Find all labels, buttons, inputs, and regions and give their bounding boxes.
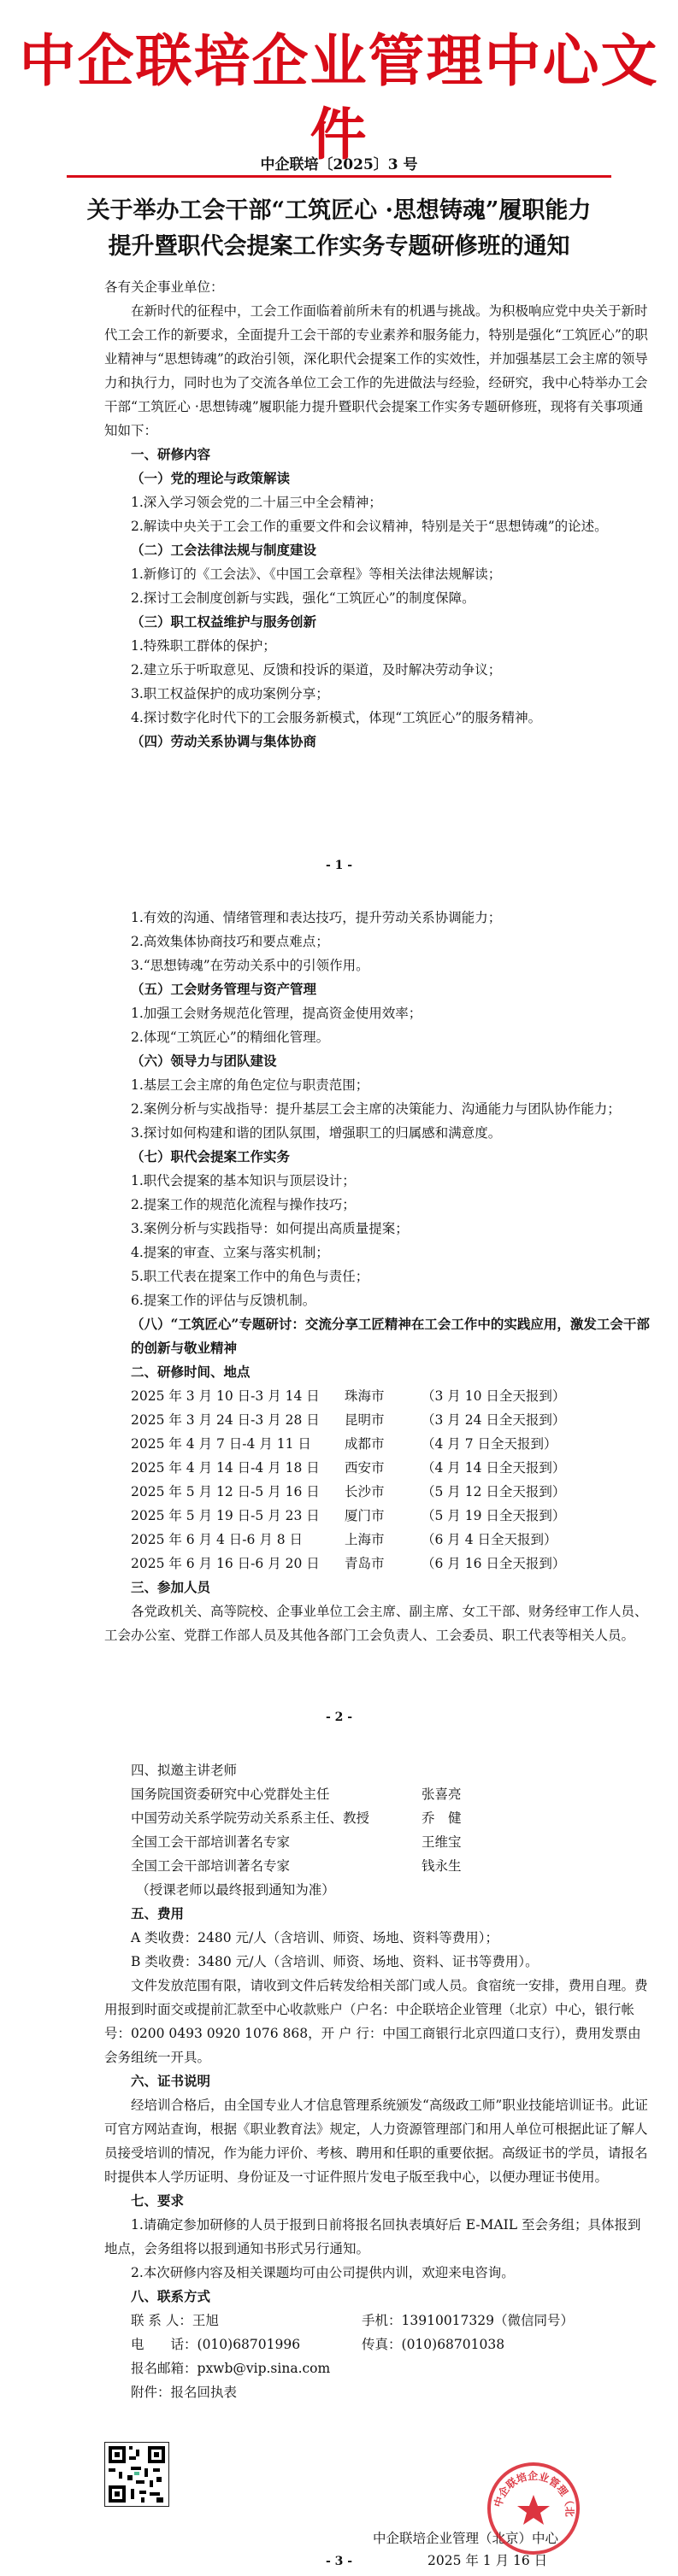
list-item: 1.深入学习领会党的二十届三中全会精神； (131, 495, 382, 510)
list-item: 1.职代会提案的基本知识与顶层设计； (131, 1173, 356, 1188)
qr-code-icon (104, 2442, 169, 2507)
attachment-link[interactable]: 报名回执表 (170, 2385, 238, 2400)
schedule-dates: 2025 年 5 月 12 日-5 月 16 日 (131, 1484, 320, 1499)
section1-sub7: （七）职代会提案工作实务 (131, 1148, 291, 1165)
tel-label: 电 话： (131, 2337, 198, 2352)
list-item: 2.探讨工会制度创新与实践，强化“工筑匠心”的制度保障。 (131, 590, 475, 606)
page-1-body (104, 275, 651, 754)
schedule-city: 长沙市 (345, 1484, 385, 1499)
lecturer-name: 王维宝 (422, 1834, 462, 1850)
contact-row (104, 2332, 651, 2356)
lecturer-name: 张喜亮 (422, 1787, 462, 1802)
lecturer-org: 中国劳动关系学院劳动关系系主任、教授 (131, 1810, 370, 1826)
schedule-city: 青岛市 (345, 1556, 385, 1571)
lecturer-name: 钱永生 (422, 1858, 462, 1874)
section1-heading: 一、研修内容 (131, 446, 211, 462)
table-row (131, 1504, 565, 1528)
section5-heading: 五、费用 (131, 1905, 185, 1922)
schedule-check-in: （4 月 7 日全天报到） (422, 1436, 557, 1452)
contact-tel (131, 2332, 362, 2356)
list-item: 2.案例分析与实战指导：提升基层工会主席的决策能力、沟通能力与团队协作能力； (131, 1101, 621, 1117)
list-item: 3.探讨如何构建和谐的团队氛围，增强职工的归属感和满意度。 (131, 1125, 502, 1141)
intro-paragraph: 在新时代的征程中，工会工作面临着前所未有的机遇与挑战。为积极响应党中央关于新时代工会工作的新要求，全面提升工会干部的专业素养和服务能力，特别是强化“工筑匠心”的职业精神与“思想铸魂”的政治引领，深化职代会提案工作的实效性，并加强基层工会主席的领导力和执行力，同时也为了交流各单位工会工作的先进做法与经验，经研究，我中心特举办工会干部“工筑匠心 ·思想铸魂”履职能力提升暨职代会提案工作实务专题研修班，现将有关事项通知如下： (104, 303, 648, 438)
list-item: 3.职工权益保护的成功案例分享； (131, 686, 329, 701)
signature-org: 中企联培企业管理（北京）中心 (373, 2531, 559, 2546)
page-number: - 3 - (325, 2555, 353, 2568)
table-row (131, 1384, 565, 1408)
list-item: 1.有效的沟通、情绪管理和表达技巧，提升劳动关系协调能力； (131, 910, 502, 925)
lecturer-row (104, 1782, 651, 1806)
section1-sub6: （六）领导力与团队建设 (131, 1053, 277, 1069)
list-item: 1.新修订的《工会法》、《中国工会章程》等相关法律法规解读； (131, 566, 502, 582)
phone-label: 手机： (362, 2313, 402, 2328)
schedule-dates: 2025 年 6 月 4 日-6 月 8 日 (131, 1532, 304, 1547)
section2-heading: 二、研修时间、地点 (131, 1364, 251, 1380)
page-2-body (104, 906, 651, 1647)
notice-title-line2: 提升暨职代会提案工作实务专题研修班的通知 (108, 233, 570, 260)
schedule-city: 西安市 (345, 1460, 385, 1476)
schedule-table (131, 1384, 565, 1576)
contact-mobile (362, 2309, 574, 2332)
section4-heading: 四、拟邀主讲老师 (131, 1763, 238, 1778)
official-seal-graphic (486, 2461, 581, 2556)
schedule-dates: 2025 年 6 月 16 日-6 月 20 日 (131, 1556, 320, 1571)
list-item: 4.探讨数字化时代下的工会服务新模式，体现“工筑匠心”的服务精神。 (131, 710, 542, 725)
lecturer-org: 全国工会干部培训著名专家 (131, 1858, 291, 1874)
svg-text:中企联培企业管理（北京）中心: 中企联培企业管理（北 (492, 2469, 576, 2517)
section1-sub8: （八）“工筑匠心”专题研讨：交流分享工匠精神在工会工作中的实践应用，激发工会干部的创新与敬业精神 (131, 1316, 650, 1356)
section6-heading: 六、证书说明 (131, 2073, 211, 2089)
section3-text: 各党政机关、高等院校、企事业单位工会主席、副主席、女工干部、财务经审工作人员、工会办公室、党群工作部人员及其他各部门工会负责人、工会委员、职工代表等相关人员。 (104, 1604, 648, 1643)
phone-value: 13910017329（微信同号） (401, 2313, 574, 2328)
schedule-dates: 2025 年 4 月 7 日-4 月 11 日 (131, 1436, 311, 1452)
table-row (131, 1528, 565, 1552)
page-3-body (104, 1758, 651, 2404)
schedule-city: 昆明市 (345, 1412, 385, 1428)
schedule-check-in: （6 月 4 日全天报到） (422, 1532, 557, 1547)
contact-row (104, 2309, 651, 2332)
page-number: - 1 - (325, 859, 353, 872)
notice-title-line1: 关于举办工会干部“工筑匠心 ·思想铸魂”履职能力 (86, 197, 592, 224)
requirement-item: 2.本次研修内容及相关课题均可由公司提供内训，欢迎来电咨询。 (131, 2265, 515, 2280)
schedule-dates: 2025 年 3 月 10 日-3 月 14 日 (131, 1388, 320, 1404)
list-item: 4.提案的审查、立案与落实机制； (131, 1245, 329, 1260)
list-item: 2.体现“工筑匠心”的精细化管理。 (131, 1030, 330, 1045)
section1-sub2: （二）工会法律法规与制度建设 (131, 542, 317, 558)
schedule-dates: 2025 年 4 月 14 日-4 月 18 日 (131, 1460, 320, 1476)
schedule-check-in: （4 月 14 日全天报到） (422, 1460, 566, 1476)
signature-date: 2025 年 1 月 16 日 (427, 2553, 548, 2568)
lecturer-org: 全国工会干部培训著名专家 (131, 1834, 291, 1850)
official-seal-icon (486, 2461, 581, 2556)
lecturer-row (104, 1854, 651, 1878)
list-item: 1.基层工会主席的角色定位与职责范围； (131, 1077, 369, 1093)
lecturer-org: 国务院国资委研究中心党群处主任 (131, 1787, 330, 1802)
list-item: 2.解读中央关于工会工作的重要文件和会议精神，特别是关于“思想铸魂”的论述。 (131, 519, 608, 534)
contact-name: 王旭 (192, 2313, 219, 2328)
email-link[interactable]: pxwb@vip.sina.com (197, 2361, 331, 2376)
fee-b: B 类收费：3480 元/人（含培训、师资、场地、资料、证书等费用）。 (131, 1954, 539, 1969)
contact-person (131, 2309, 362, 2332)
fee-a: A 类收费：2480 元/人（含培训、师资、场地、资料等费用）； (131, 1930, 498, 1945)
list-item: 1.加强工会财务规范化管理，提高资金使用效率； (131, 1006, 422, 1021)
fax-label: 传真： (362, 2337, 402, 2352)
fax-value: (010)68701038 (401, 2337, 505, 2352)
section8-heading: 八、联系方式 (131, 2288, 211, 2304)
attachment (104, 2380, 651, 2404)
schedule-city: 成都市 (345, 1436, 385, 1452)
schedule-dates: 2025 年 3 月 24 日-3 月 28 日 (131, 1412, 320, 1428)
attachment-label: 附件： (131, 2385, 171, 2400)
section1-sub5: （五）工会财务管理与资产管理 (131, 981, 317, 997)
header-divider (67, 175, 611, 178)
lecturer-row (104, 1830, 651, 1854)
page-number: - 2 - (325, 1710, 353, 1724)
table-row (131, 1408, 565, 1432)
section6-text: 经培训合格后，由全国专业人才信息管理系统颁发“高级政工师”职业技能培训证书。此证可官方网站查询，根据《职业教育法》规定，人力资源管理部门和用人单位可根据此证了解人员接受培训的情况，作为能力评价、考核、聘用和任职的重要依据。高级证书的学员，请报名时提供本人学历证明、身份证及一寸证件照片发电子版至我中心，以便办理证书使用。 (104, 2098, 648, 2185)
table-row (131, 1432, 565, 1456)
lecturer-row (104, 1806, 651, 1830)
schedule-dates: 2025 年 5 月 19 日-5 月 23 日 (131, 1508, 320, 1523)
email-label: 报名邮箱： (131, 2361, 198, 2376)
contact-label: 联 系 人： (131, 2313, 192, 2328)
schedule-city: 厦门市 (345, 1508, 385, 1523)
schedule-check-in: （3 月 24 日全天报到） (422, 1412, 566, 1428)
contact-email (104, 2356, 651, 2380)
schedule-check-in: （5 月 19 日全天报到） (422, 1508, 566, 1523)
fee-note: 文件发放范围有限，请收到文件后转发给相关部门或人员。食宿统一安排，费用自理。费用报到时面交或提前汇款至中心收款账户（户名：中企联培企业管理（北京）中心，银行帐号：0200 0493 0920 1076 868，开 户 行：中国工商银行北京四道口支行），费用发票由会务组统一开具。 (104, 1978, 648, 2065)
requirement-item: 1.请确定参加研修的人员于报到日前将报名回执表填好后 E-MAIL 至会务组；具体报到地点，会务组将以报到通知书形式另行通知。 (104, 2217, 641, 2256)
list-item: 3.案例分析与实践指导：如何提出高质量提案； (131, 1221, 409, 1236)
table-row (131, 1480, 565, 1504)
table-row (131, 1552, 565, 1576)
schedule-city: 珠海市 (345, 1388, 385, 1404)
section1-sub3: （三）职工权益维护与服务创新 (131, 613, 317, 630)
qr-code-graphic (105, 2443, 168, 2506)
list-item: 5.职工代表在提案工作中的角色与责任； (131, 1269, 369, 1284)
greeting: 各有关企事业单位： (104, 279, 224, 295)
tel-value: (010)68701996 (197, 2337, 301, 2352)
notice-title (34, 193, 644, 265)
section1-sub1: （一）党的理论与政策解读 (131, 470, 291, 486)
list-item: 2.建立乐于听取意见、反馈和投诉的渠道，及时解决劳动争议； (131, 662, 502, 678)
document-number: 中企联培〔2025〕3 号 (260, 156, 418, 173)
schedule-check-in: （6 月 16 日全天报到） (422, 1556, 566, 1571)
section1-sub4: （四）劳动关系协调与集体协商 (131, 733, 317, 749)
section7-heading: 七、要求 (131, 2192, 185, 2209)
lecturer-note: （授课老师以最终报到通知为准） (136, 1882, 335, 1898)
lecturer-name: 乔 健 (422, 1810, 462, 1826)
table-row (131, 1456, 565, 1480)
schedule-check-in: （3 月 10 日全天报到） (422, 1388, 566, 1404)
schedule-city: 上海市 (345, 1532, 385, 1547)
list-item: 1.特殊职工群体的保护； (131, 638, 276, 654)
list-item: 2.高效集体协商技巧和要点难点； (131, 934, 329, 949)
contact-fax (362, 2332, 504, 2356)
section3-heading: 三、参加人员 (131, 1579, 211, 1595)
list-item: 2.提案工作的规范化流程与操作技巧； (131, 1197, 356, 1212)
list-item: 6.提案工作的评估与反馈机制。 (131, 1293, 316, 1308)
document-header-title: 中企联培企业管理中心文件 (19, 27, 659, 167)
list-item: 3.“思想铸魂”在劳动关系中的引领作用。 (131, 958, 369, 973)
schedule-check-in: （5 月 12 日全天报到） (422, 1484, 566, 1499)
